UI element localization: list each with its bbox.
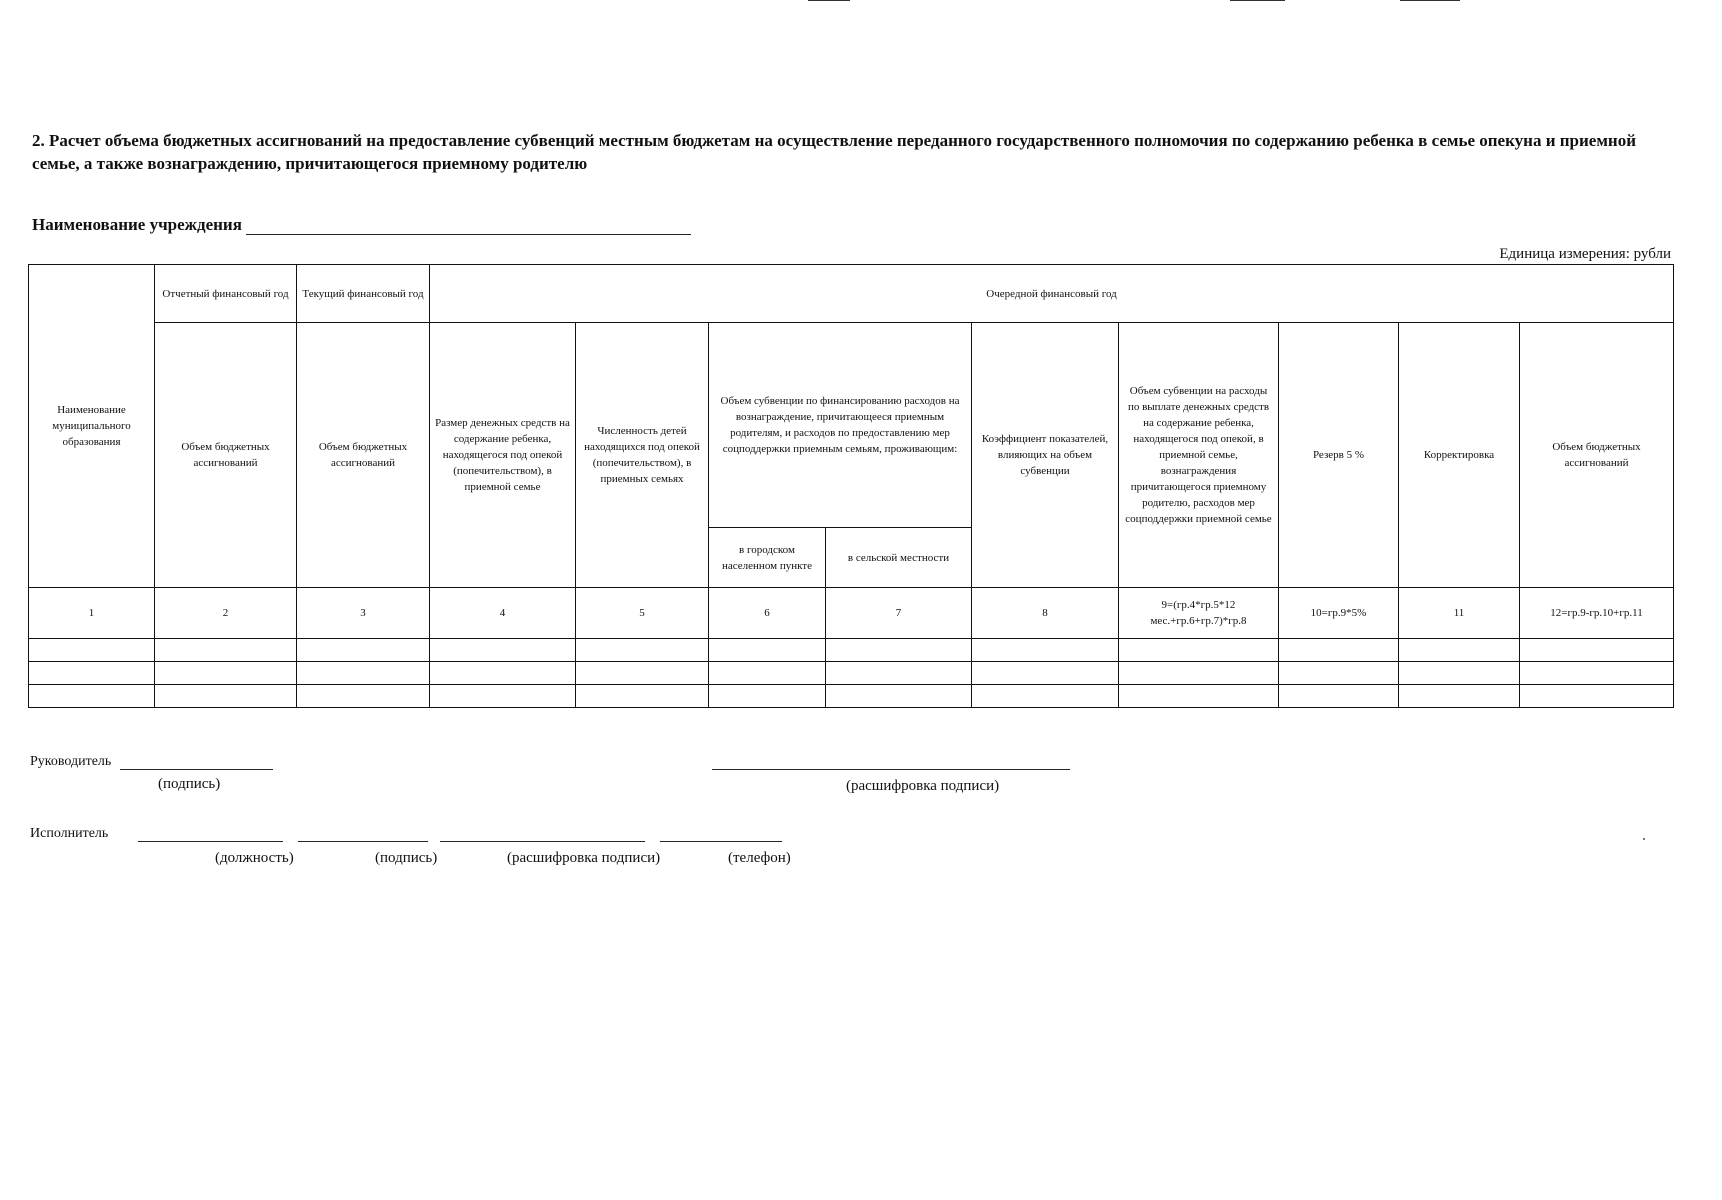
scan-mark: [1400, 0, 1460, 1]
column-number: 11: [1399, 588, 1520, 639]
table-cell: [826, 685, 972, 708]
table-cell: [709, 662, 826, 685]
column-number: 3: [297, 588, 430, 639]
institution-field: [32, 215, 691, 235]
table-cell: [972, 685, 1119, 708]
table-cell: [1279, 639, 1399, 662]
column-number: 8: [972, 588, 1119, 639]
table-cell: [576, 662, 709, 685]
table-cell: [155, 685, 297, 708]
header-budget-volume-final: Объем бюджетных ассигнований: [1520, 323, 1674, 588]
table-cell: [430, 685, 576, 708]
header-reward-subvention: Объем субвенции по финансированию расходов на вознаграждение, причитающееся приемным родителям, и расходов по предоставлению мер соцподдержки приемным семьям, проживающим:: [709, 323, 972, 528]
table-cell: [155, 639, 297, 662]
executor-signature-caption: (подпись): [375, 850, 438, 866]
table-row: [29, 639, 1674, 662]
executor-signature-line: [298, 841, 428, 842]
executor-decoding-line: [440, 841, 645, 842]
table-cell: [297, 685, 430, 708]
table-cell: [1520, 662, 1674, 685]
table-row: [29, 685, 1674, 708]
executor-label: Исполнитель: [30, 826, 109, 841]
header-next-year: Очередной финансовый год: [430, 265, 1674, 323]
table-cell: [29, 662, 155, 685]
column-number-row: [29, 588, 1674, 639]
head-signature-line: [120, 769, 273, 770]
unit-label: Единица измерения: рубли: [1499, 246, 1671, 262]
table-cell: [1520, 685, 1674, 708]
head-label: Руководитель: [30, 754, 112, 769]
table-cell: [826, 662, 972, 685]
header-adjustment: Корректировка: [1399, 323, 1520, 588]
table-cell: [155, 662, 297, 685]
table-cell: [972, 639, 1119, 662]
scan-speck: [1643, 838, 1645, 840]
table-cell: [29, 685, 155, 708]
table-cell: [1520, 639, 1674, 662]
calculation-table: [28, 264, 1674, 708]
table-cell: [709, 685, 826, 708]
table-cell: [1399, 639, 1520, 662]
table-cell: [576, 685, 709, 708]
table-cell: [1119, 685, 1279, 708]
executor-position-line: [138, 841, 283, 842]
header-subvention-total: Объем субвенции на расходы по выплате денежных средств на содержание ребенка, находящегося под опекой, в приемной семье, вознаграждения причитающегося приемному родителю, расходов мер соцподдержки приемной семье: [1119, 323, 1279, 588]
header-reporting-year: Отчетный финансовый год: [155, 265, 297, 323]
column-number: 10=гр.9*5%: [1279, 588, 1399, 639]
executor-position-caption: (должность): [215, 850, 294, 866]
header-budget-volume-current: Объем бюджетных ассигнований: [297, 323, 430, 588]
head-signature-caption: (подпись): [158, 776, 221, 792]
institution-blank-line: [246, 216, 691, 235]
scan-mark: [808, 0, 850, 1]
header-rural: в сельской местности: [826, 528, 972, 588]
header-money-amount: Размер денежных средств на содержание ребенка, находящегося под опекой (попечительством), в приемной семье: [430, 323, 576, 588]
executor-phone-line: [660, 841, 782, 842]
table-cell: [430, 639, 576, 662]
table-cell: [29, 639, 155, 662]
institution-label: Наименование учреждения: [32, 215, 242, 234]
table-cell: [430, 662, 576, 685]
table-cell: [576, 639, 709, 662]
scan-mark: [1230, 0, 1285, 1]
column-number: 9=(гр.4*гр.5*12 мес.+гр.6+гр.7)*гр.8: [1119, 588, 1279, 639]
table-cell: [297, 662, 430, 685]
table-cell: [1399, 662, 1520, 685]
table-cell: [297, 639, 430, 662]
header-budget-volume-reporting: Объем бюджетных ассигнований: [155, 323, 297, 588]
column-number: 4: [430, 588, 576, 639]
head-decoding-line: [712, 769, 1070, 770]
header-coefficient: Коэффициент показателей, влияющих на объем субвенции: [972, 323, 1119, 588]
document-title: 2. Расчет объема бюджетных ассигнований на предоставление субвенций местным бюджетам на осуществление переданного государственного полномочия по содержанию ребенка в семье опекуна и приемной семье, а также вознаграждению, причитающегося приемному родителю: [32, 131, 1637, 173]
table-row: [29, 662, 1674, 685]
head-decoding-caption: (расшифровка подписи): [846, 778, 1000, 794]
table-cell: [826, 639, 972, 662]
header-current-year: Текущий финансовый год: [297, 265, 430, 323]
header-reserve: Резерв 5 %: [1279, 323, 1399, 588]
header-urban: в городском населенном пункте: [709, 528, 826, 588]
column-number: 12=гр.9-гр.10+гр.11: [1520, 588, 1674, 639]
table-cell: [1119, 662, 1279, 685]
executor-decoding-caption: (расшифровка подписи): [507, 850, 661, 866]
column-number: 2: [155, 588, 297, 639]
table-cell: [1279, 685, 1399, 708]
header-children-count: Численность детей находящихся под опекой (попечительством), в приемных семьях: [576, 323, 709, 588]
header-municipality: Наименование муниципального образования: [29, 265, 155, 588]
column-number: 5: [576, 588, 709, 639]
table-cell: [1399, 685, 1520, 708]
table-cell: [1279, 662, 1399, 685]
table-cell: [972, 662, 1119, 685]
column-number: 6: [709, 588, 826, 639]
executor-phone-caption: (телефон): [728, 850, 791, 866]
table-cell: [709, 639, 826, 662]
column-number: 1: [29, 588, 155, 639]
table-cell: [1119, 639, 1279, 662]
column-number: 7: [826, 588, 972, 639]
